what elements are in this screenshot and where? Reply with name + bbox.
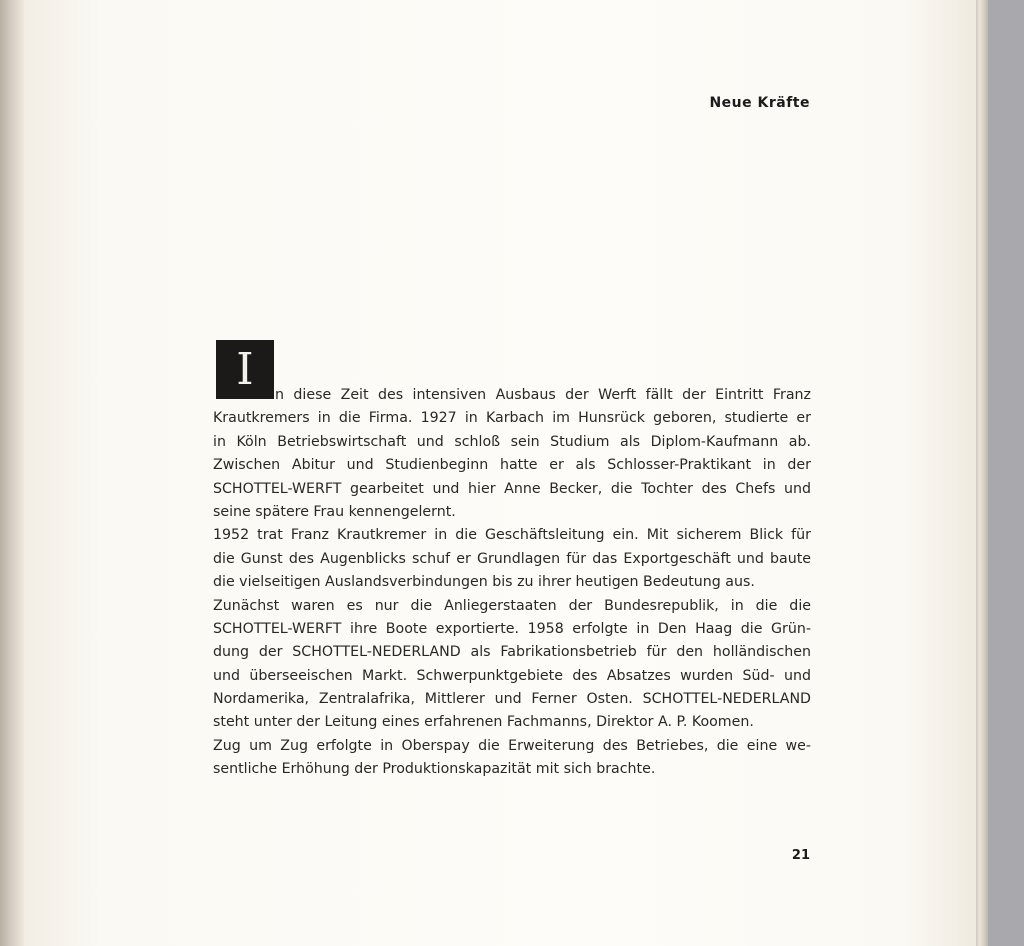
page-number: 21 [791,848,810,863]
background-surface [988,0,1024,946]
running-head: Neue Kräfte [709,95,810,111]
text-line: Zunächst waren es nur die Anliegerstaaten der Bundesrepublik, in die die [213,597,811,614]
text-line: die vielseitigen Auslandsverbindungen bis zu ihrer heutigen Bedeutung aus. [213,574,755,591]
text-line: 1952 trat Franz Krautkremer in die Geschäftsleitung ein. Mit sicherem Blick für [213,527,811,544]
text-line: die Gunst des Augenblicks schuf er Grundlagen für das Exportgeschäft und baute [213,550,811,567]
drop-cap-letter: I [236,344,254,395]
text-line: und überseeischen Markt. Schwerpunktgebiete des Absatzes wurden Süd- und [213,667,811,684]
text-line: Zug um Zug erfolgte in Oberspay die Erweiterung des Betriebes, die eine we- [213,737,811,754]
text-line: Zwischen Abitur und Studienbeginn hatte er als Schlosser-Praktikant in der [213,457,811,474]
text-line: SCHOTTEL-WERFT ihre Boote exportierte. 1958 erfolgte in Den Haag die Grün- [213,620,811,637]
text-line: Krautkremers in die Firma. 1927 in Karbach im Hunsrück geboren, studierte er [213,410,811,427]
text-line: n diese Zeit des intensiven Ausbaus der Werft fällt der Eintritt Franz [275,387,811,403]
text-line: Nordamerika, Zentralafrika, Mittlerer und Ferner Osten. SCHOTTEL-NEDERLAND [213,691,811,708]
text-line: seine spätere Frau kennengelernt. [213,503,456,520]
text-line: steht unter der Leitung eines erfahrenen Fachmanns, Direktor A. P. Koomen. [213,714,754,731]
text-line: in Köln Betriebswirtschaft und schloß sein Studium als Diplom-Kaufmann ab. [213,433,811,450]
text-line: SCHOTTEL-WERFT gearbeitet und hier Anne Becker, die Tochter des Chefs und [213,480,811,497]
text-line: dung der SCHOTTEL-NEDERLAND als Fabrikationsbetrieb für den holländischen [213,644,811,661]
body-text [213,384,811,782]
text-line: sentliche Erhöhung der Produktionskapazität mit sich brachte. [213,761,656,778]
page-edge [976,0,988,946]
